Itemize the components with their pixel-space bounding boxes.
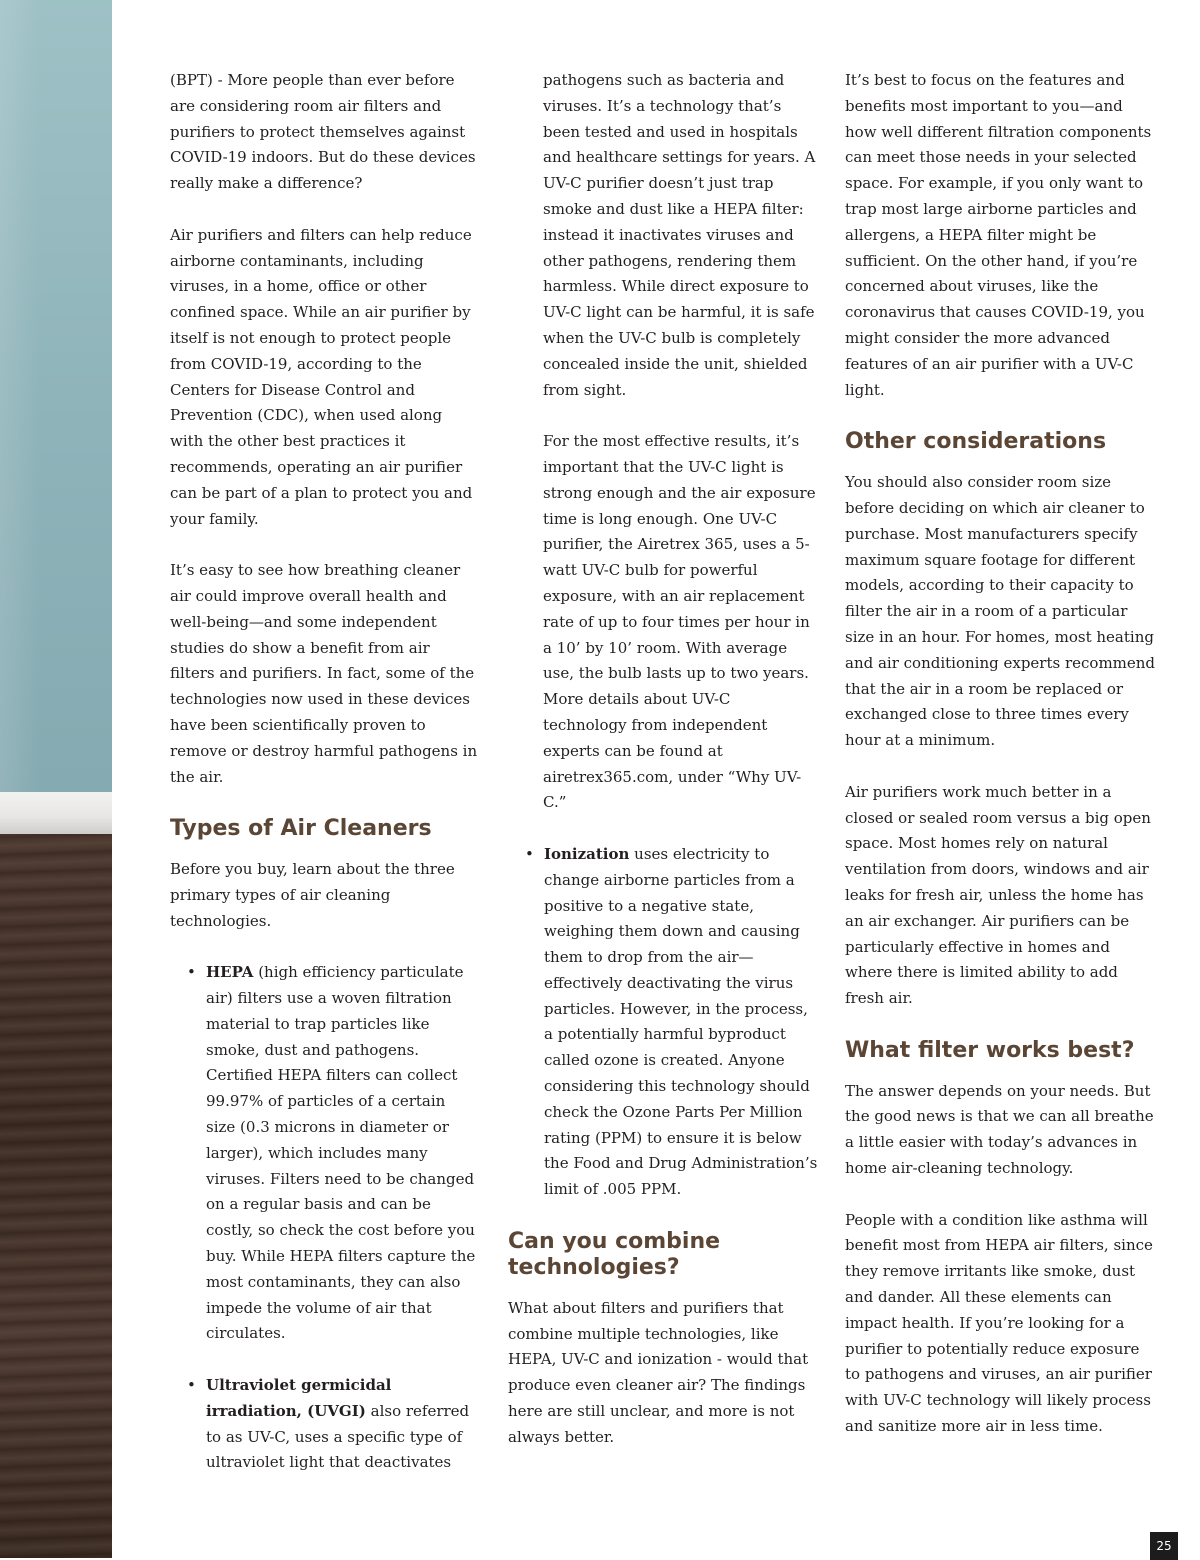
article-column-2	[508, 68, 818, 1476]
heading-types-of-air-cleaners: Types of Air Cleaners	[170, 816, 432, 842]
paragraph-focus-features: It’s best to focus on the features and benefits most important to you—and how well different filtration components can meet those needs in your selected space. For example, if you only want to trap most large airborne particles and allergens, a HEPA filter might be sufficient. On the other hand, if you’re concerned about viruses, like the coronavirus that causes COVID-19, you might consider the more advanced features of an air purifier with a UV-C light.	[845, 71, 1152, 399]
intro-paragraph: (BPT) - More people than ever before are considering room air filters and purifiers to protect themselves against COVID-19 indoors. But do these devices really make a difference?	[170, 71, 476, 193]
paragraph-combine: What about filters and purifiers that combine multiple technologies, like HEPA, UV-C and ionization - would that produce even cleaner air? The findings here are still unclear, and more is not always better.	[508, 1298, 809, 1446]
baseboard	[0, 792, 112, 834]
technology-list	[170, 960, 478, 1476]
technology-list-continued	[508, 842, 818, 1203]
page-number: 25	[1150, 1532, 1178, 1560]
ionization-term: Ionization	[544, 844, 630, 863]
paragraph-uvc-effective: For the most effective results, it’s important that the UV-C light is strong enough and the air exposure time is long enough. One UV-C purifier, the Airetrex 365, uses a 5-watt UV-C bulb for powerful exposure, with an air replacement rate of up to four times per hour in a 10’ by 10’ room. With average use, the bulb lasts up to two years. More details about UV-C technology from independent experts can be found at airetrex365.com, under “Why UV-C.”	[543, 432, 816, 812]
paragraph-breathing-cleaner: It’s easy to see how breathing cleaner air could improve overall health and well-being—and some independent studies do show a benefit from air filters and purifiers. In fact, some of the technologies now used in these devices have been scientifically proven to remove or destroy harmful pathogens in the air.	[170, 561, 478, 786]
uvgi-continuation	[508, 68, 818, 816]
uvgi-description: also referred to as UV-C, uses a specific type of ultraviolet light that deactivates	[206, 1401, 470, 1472]
paragraph-answer: The answer depends on your needs. But the good news is that we can all breathe a little easier with today’s advances in home air-cleaning technology.	[845, 1081, 1154, 1178]
paragraph-closed-room: Air purifiers work much better in a closed or sealed room versus a big open space. Most homes rely on natural ventilation from doors, windows and air leaks for fresh air, unless the home has an air exchanger. Air purifiers can be particularly effective in homes and where there is limited ability to add fresh air.	[845, 782, 1151, 1008]
teal-wall	[0, 0, 112, 792]
wood-floor	[0, 834, 112, 1558]
heading-combine-technologies: Can you combine technologies?	[508, 1228, 721, 1280]
uvgi-term: Ultraviolet germicidal irradiation, (UVGI)	[206, 1376, 392, 1420]
ionization-description: uses electricity to change airborne particles from a positive to a negative state, weighing them down and causing them to drop from the air—effectively deactivating the virus particles. However, in the process, a potentially harmful byproduct called ozone is created. Anyone considering this technology should check the Ozone Parts Per Million rating (PPM) to ensure it is below the Food and Drug Administration’s limit of .005 PPM.	[544, 844, 818, 1199]
side-photo-wall-and-floor	[0, 0, 112, 1558]
list-item-ionization	[544, 842, 818, 1203]
paragraph-uvgi-continued: pathogens such as bacteria and viruses. It’s a technology that’s been tested and used in hospitals and healthcare settings for years. A UV-C purifier doesn’t just trap smoke and dust like a HEPA filter: instead it inactivates viruses and other pathogens, rendering them harmless. While direct exposure to UV-C light can be harmful, it is safe when the UV-C bulb is completely concealed inside the unit, shielded from sight.	[543, 71, 816, 399]
heading-other-considerations: Other considerations	[845, 429, 1107, 455]
paragraph-room-size: You should also consider room size before deciding on which air cleaner to purchase. Most manufacturers specify maximum square footage for different models, according to their capacity to filter the air in a room of a particular size in an hour. For homes, most heating and air conditioning experts recommend that the air in a room be replaced or exchanged close to three times every hour at a minimum.	[845, 473, 1156, 750]
article-column-3	[845, 68, 1157, 1466]
paragraph-before-you-buy: Before you buy, learn about the three primary types of air cleaning technologies.	[170, 860, 455, 930]
hepa-term: HEPA	[206, 963, 254, 982]
list-item-hepa	[206, 960, 478, 1347]
list-item-uvgi	[206, 1373, 478, 1476]
paragraph-purifiers-help: Air purifiers and filters can help reduce airborne contaminants, including viruses, in a home, office or other confined space. While an air purifier by itself is not enough to protect people from COVID-19, according to the Centers for Disease Control and Prevention (CDC), when used along with the other best practices it recommends, operating an air purifier can be part of a plan to protect you and your family.	[170, 225, 473, 528]
hepa-description: (high efficiency particulate air) filters use a woven filtration material to trap particles like smoke, dust and pathogens. Certified HEPA filters can collect 99.97% of particles of a certain size (0.3 microns in diameter or larger), which includes many viruses. Filters need to be changed on a regular basis and can be costly, so check the cost before you buy. While HEPA filters capture the most contaminants, they can also impede the volume of air that circulates.	[206, 963, 476, 1343]
paragraph-asthma: People with a condition like asthma will benefit most from HEPA air filters, since they remove irritants like smoke, dust and dander. All these elements can impact health. If you’re looking for a purifier to potentially reduce exposure to pathogens and viruses, an air purifier with UV-C technology will likely process and sanitize more air in less time.	[845, 1210, 1153, 1436]
article-column-1	[170, 68, 478, 1502]
heading-what-filter-works-best: What filter works best?	[845, 1037, 1135, 1063]
